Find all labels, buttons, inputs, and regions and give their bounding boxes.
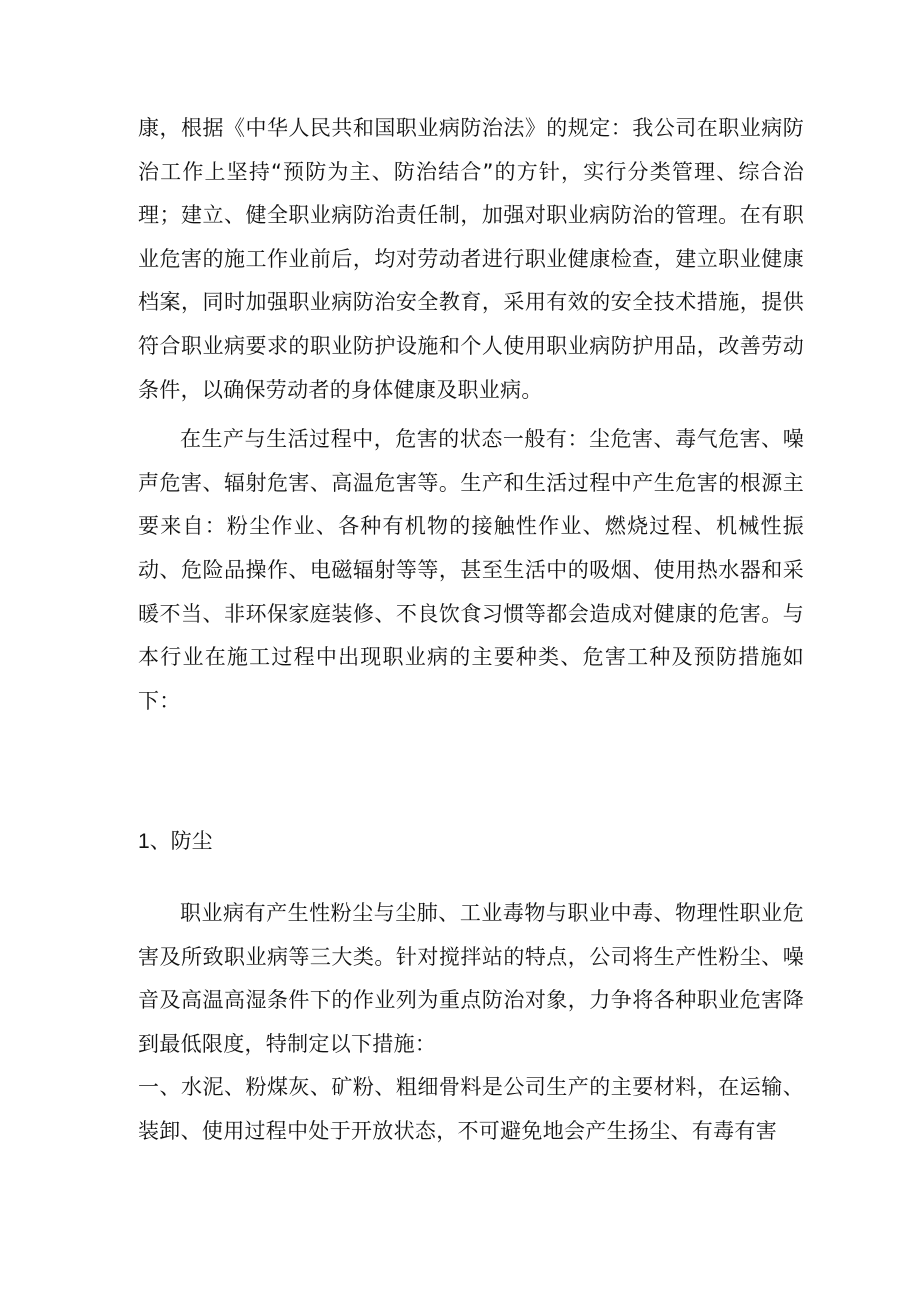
paragraph-continuation: 康，根据《中华人民共和国职业病防治法》的规定：我公司在职业病防治工作上坚持“预防为主、防治结合”的方针，实行分类管理、综合治理；建立、健全职业病防治责任制，加强对职业病防治的管理。在有职业危害的施工作业前后，均对劳动者进行职业健康检查，建立职业健康档案，同时加强职业病防治安全教育，采用有效的安全技术措施，提供符合职业病要求的职业防护设施和个人使用职业病防护用品，改善劳动条件，以确保劳动者的身体健康及职业病。 [138, 116, 804, 402]
section-title: 、防尘 [149, 829, 213, 853]
paragraph-hazards: 在生产与生活过程中，危害的状态一般有：尘危害、毒气危害、噪声危害、辐射危害、高温危害等。生产和生活过程中产生危害的根源主要来自：粉尘作业、各种有机物的接触性作业、燃烧过程、机械性振动、危险品操作、电磁辐射等等，甚至生活中的吸烟、使用热水器和采暖不当、非环保家庭装修、不良饮食习惯等都会造成对健康的危害。与本行业在施工过程中出现职业病的主要种类、危害工种及预防措施如下： [138, 427, 804, 713]
paragraph-occupational-disease-categories: 职业病有产生性粉尘与尘肺、工业毒物与职业中毒、物理性职业危害及所致职业病等三大类。针对搅拌站的特点，公司将生产性粉尘、噪音及高温高湿条件下的作业列为重点防治对象，力争将各种职业危害降到最低限度，特制定以下措施： [138, 901, 804, 1056]
body-text-bottom [138, 892, 804, 1154]
section-heading-dust-prevention [138, 820, 213, 864]
section-number: 1 [138, 830, 150, 853]
body-text-top [138, 107, 804, 723]
paragraph-measure-one: 一、水泥、粉煤灰、矿粉、粗细骨料是公司生产的主要材料，在运输、装卸、使用过程中处于开放状态，不可避免地会产生扬尘、有毒有害 [138, 1075, 804, 1143]
